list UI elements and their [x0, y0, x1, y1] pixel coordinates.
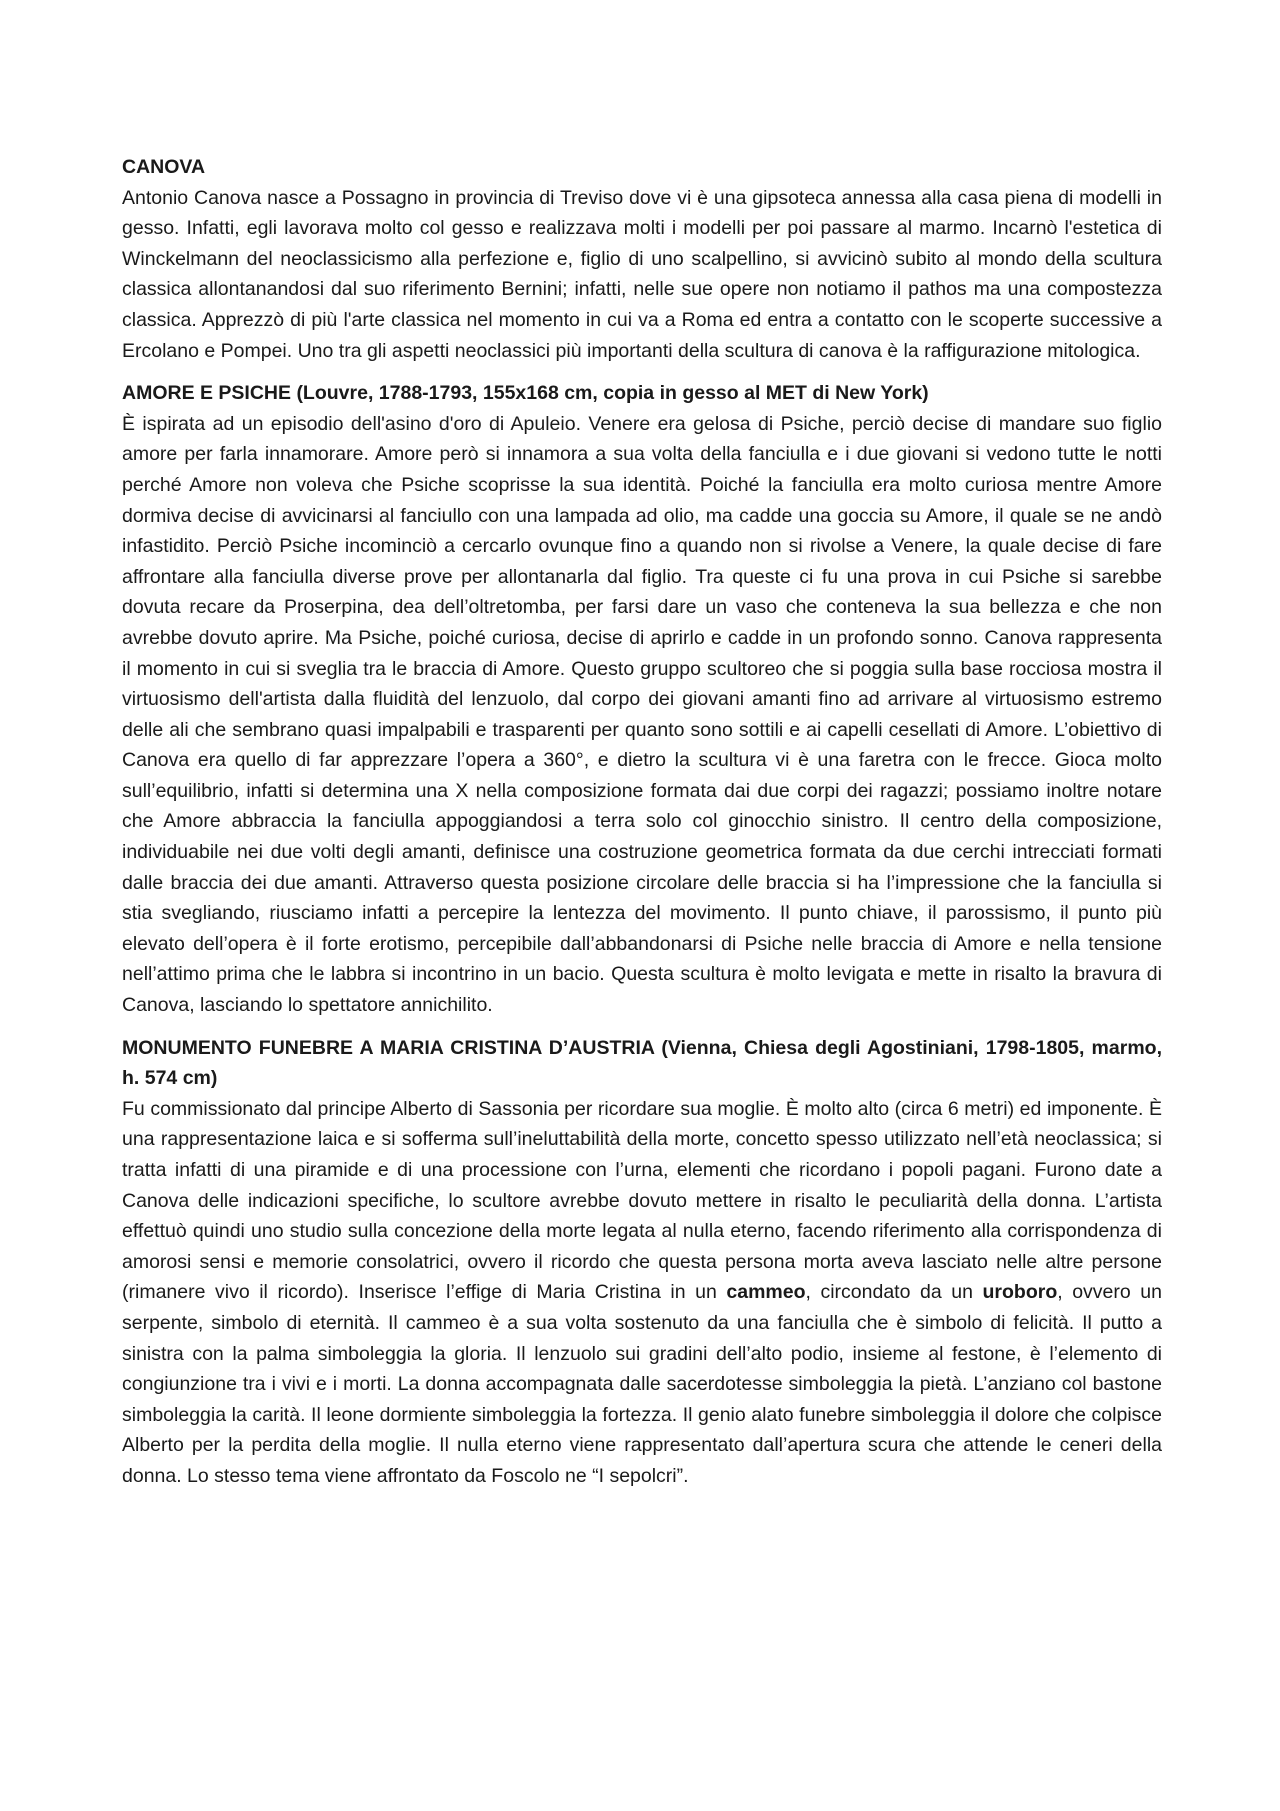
section-amore-e-psiche	[122, 378, 1162, 1020]
section-title: CANOVA	[122, 156, 206, 178]
section-title: MONUMENTO FUNEBRE A MARIA CRISTINA D’AUSTRIA (Vienna, Chiesa degli Agostiniani, 1798-1805, marmo, h. 574 cm)	[122, 1036, 1162, 1090]
section-paragraph: È ispirata ad un episodio dell'asino d'oro di Apuleio. Venere era gelosa di Psiche, perciò decise di mandare suo figlio amore per farla innamorare. Amore però si innamora a sua volta della fanciulla e i due giovani si vedono tutte le notti perché Amore non voleva che Psiche scoprisse la sua identità. Poiché la fanciulla era molto curiosa mentre Amore dormiva decise di avvicinarsi al fanciullo con una lampada ad olio, ma cadde una goccia su Amore, il quale se ne andò infastidito. Perciò Psiche incominciò a cercarlo ovunque fino a quando non si rivolse a Venere, la quale decise di fare affrontare alla fanciulla diverse prove per allontanarla dal figlio. Tra queste ci fu una prova in cui Psiche si sarebbe dovuta recare da Proserpina, dea dell’oltretomba, per farsi dare un vaso che conteneva la sua bellezza e che non avrebbe dovuto aprire. Ma Psiche, poiché curiosa, decise di aprirlo e cadde in un profondo sonno. Canova rappresenta il momento in cui si sveglia tra le braccia di Amore. Questo gruppo scultoreo che si poggia sulla base rocciosa mostra il virtuosismo dell'artista dalla fluidità del lenzuolo, dal corpo dei giovani amanti fino ad arrivare al virtuosismo estremo delle ali che sembrano quasi impalpabili e trasparenti per quanto sono sottili e ai capelli cesellati di Amore. L’obiettivo di Canova era quello di far apprezzare l’opera a 360°, e dietro la scultura vi è una faretra con le frecce. Gioca molto sull’equilibrio, infatti si determina una X nella composizione formata dai due corpi dei ragazzi; possiamo inoltre notare che Amore abbraccia la fanciulla appoggiandosi a terra solo col ginocchio sinistro. Il centro della composizione, individuabile nei due volti degli amanti, definisce una costruzione geometrica formata da due cerchi intrecciati formati dalle braccia dei due amanti. Attraverso questa posizione circolare delle braccia si ha l’impressione che la fanciulla si stia svegliando, riusciamo infatti a percepire la lentezza del movimento. Il punto chiave, il parossismo, il punto più elevato dell’opera è il forte erotismo, percepibile dall’abbandonarsi di Psiche nelle braccia di Amore e nella tensione nell’attimo prima che le labbra si incontrino in un bacio. Questa scultura è molto levigata e mette in risalto la bravura di Canova, lasciando lo spettatore annichilito.	[122, 412, 1162, 1017]
section-title: AMORE E PSICHE (Louvre, 1788-1793, 155x168 cm, copia in gesso al MET di New York)	[122, 382, 929, 405]
paragraph-text: Fu commissionato dal principe Alberto di Sassonia per ricordare sua moglie. È molto alto (circa 6 metri) ed imponente. È una rappresentazione laica e si sofferma sull’ineluttabilità della morte, concetto spesso utilizzato nell’età neoclassica; si tratta infatti di una piramide e di una processione con l’urna, elementi che ricordano i popoli pagani. Furono date a Canova delle indicazioni specifiche, lo scultore avrebbe dovuto mettere in risalto le peculiarità della donna. L’artista effettuò quindi uno studio sulla concezione della morte legata al nulla eterno, facendo riferimento alla corrispondenza di amorosi sensi e memorie consolatrici, ovvero il ricordo che questa persona morta aveva lasciato nelle altre persone (rimanere vivo il ricordo). Inserisce l’effige di Maria Cristina in un	[122, 1097, 1162, 1304]
document-body	[122, 152, 1162, 1504]
section-paragraph: Antonio Canova nasce a Possagno in provincia di Treviso dove vi è una gipsoteca annessa alla casa piena di modelli in gesso. Infatti, egli lavorava molto col gesso e realizzava molti i modelli per poi passare al marmo. Incarnò l'estetica di Winckelmann del neoclassicismo alla perfezione e, figlio di uno scalpellino, si avvicinò subito al mondo della scultura classica allontanandosi dal suo riferimento Bernini; infatti, nelle sue opere non notiamo il pathos ma una compostezza classica. Apprezzò di più l'arte classica nel momento in cui va a Roma ed entra a contatto con le scoperte successive a Ercolano e Pompei. Uno tra gli aspetti neoclassici più importanti della scultura di canova è la raffigurazione mitologica.	[122, 186, 1162, 362]
section-canova	[122, 152, 1162, 366]
section-paragraph	[122, 1094, 1162, 1492]
section-monumento-funebre	[122, 1033, 1162, 1492]
bold-term-cammeo: cammeo	[726, 1281, 806, 1304]
bold-term-uroboro: uroboro	[982, 1281, 1058, 1304]
paragraph-text: , ovvero un serpente, simbolo di eternità. Il cammeo è a sua volta sostenuto da una fanciulla che è simbolo di felicità. Il putto a sinistra con la palma simboleggia la gloria. Il lenzuolo sui gradini dell’alto podio, insieme al festone, è l’elemento di congiunzione tra i vivi e i morti. La donna accompagnata dalle sacerdotesse simboleggia la pietà. L’anziano col bastone simboleggia la carità. Il leone dormiente simboleggia la fortezza. Il genio alato funebre simboleggia il dolore che colpisce Alberto per la perdita della moglie. Il nulla eterno viene rappresentato dall’apertura scura che attende le ceneri della donna. Lo stesso tema viene affrontato da Foscolo ne “I sepolcri”.	[122, 1281, 1162, 1487]
paragraph-text: , circondato da un	[805, 1281, 983, 1304]
